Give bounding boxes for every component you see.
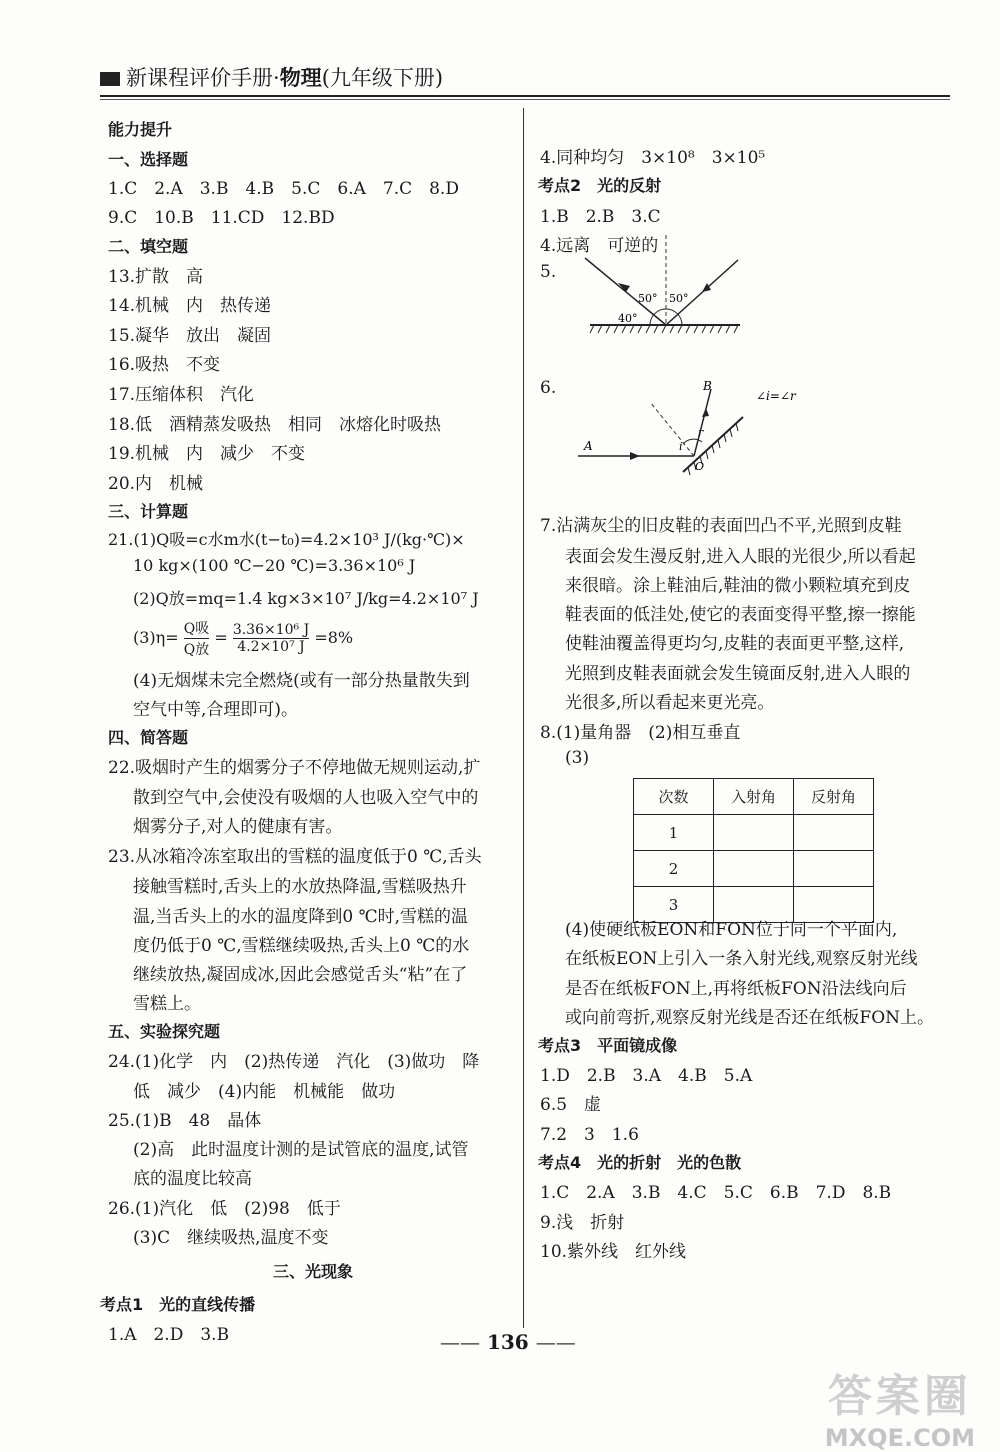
- point-label: O: [695, 460, 705, 473]
- reflected-arrow-icon: [702, 283, 711, 292]
- answer-line: 13.扩散 高: [108, 267, 204, 287]
- answer-line: 7.沾满灰尘的旧皮鞋的表面凹凸不平,光照到皮鞋: [540, 516, 902, 536]
- answer-line: (3)C 继续吸热,温度不变: [133, 1228, 329, 1248]
- answer-line: 在纸板EON上引入一条入射光线,观察反射光线: [565, 949, 918, 969]
- formula-result: =8%: [314, 628, 354, 647]
- reflection-diagram: [580, 230, 750, 340]
- watermark-logo: 答案圈: [827, 1371, 972, 1422]
- question-number: 5.: [540, 262, 557, 282]
- fraction-numerator: 3.36×10⁶ J: [232, 622, 310, 638]
- header-rule-thin: [100, 99, 950, 100]
- answer-line: 底的温度比较高: [133, 1169, 252, 1189]
- answer-line: 20.内 机械: [108, 474, 204, 494]
- heading-experiment: 五、实验探究题: [108, 1022, 221, 1041]
- angle-label: 40°: [618, 312, 638, 325]
- angle-label: 50°: [638, 292, 658, 305]
- answer-line: 或向前弯折,观察反射光线是否还在纸板FON上。: [565, 1008, 935, 1028]
- table-header-cell: 入射角: [714, 779, 794, 815]
- angle-label: r: [698, 426, 704, 439]
- angle-record-table: [633, 778, 874, 923]
- answer-line: 烟雾分子,对人的健康有害。: [133, 817, 343, 837]
- answer-line: 光照到皮鞋表面就会发生镜面反射,进入人眼的: [565, 664, 911, 684]
- answer-line: 14.机械 内 热传递: [108, 296, 272, 316]
- efficiency-formula: [133, 618, 353, 659]
- page-footer: [440, 1330, 576, 1354]
- table-cell: [794, 815, 874, 851]
- ray-label: A: [584, 439, 593, 453]
- mirror-reflection-diagram: [578, 372, 828, 482]
- ray-label: B: [703, 379, 712, 393]
- answer-line: 8.(1)量角器 (2)相互垂直: [540, 723, 741, 743]
- table-cell: [714, 887, 794, 923]
- fraction-denominator: 4.2×10⁷ J: [237, 639, 305, 655]
- answer-line: 10 kg×(100 ℃−20 ℃)=3.36×10⁶ J: [133, 556, 416, 575]
- angle-relation: ∠i=∠r: [756, 389, 796, 403]
- answer-line: (4)无烟煤未完全燃烧(或有一部分热量散失到: [133, 671, 470, 691]
- page-number: 136: [486, 1330, 529, 1354]
- topic-heading: 考点2 光的反射: [538, 176, 662, 195]
- answer-line: 温,当舌头上的水的温度降到0 ℃时,雪糕的温: [133, 907, 469, 927]
- header-title-prefix: 新课程评价手册·: [126, 66, 280, 90]
- answer-line: 9.浅 折射: [540, 1213, 625, 1233]
- table-header-cell: 次数: [634, 779, 714, 815]
- normal-line: [650, 402, 694, 456]
- answer-line: 4.同种均匀 3×10⁸ 3×10⁵: [540, 148, 766, 168]
- angle-label: 50°: [669, 292, 689, 305]
- chapter-title: 三、光现象: [273, 1262, 354, 1281]
- answer-line: 光很多,所以看起来更光亮。: [565, 693, 775, 713]
- answer-line: 7.2 3 1.6: [540, 1125, 639, 1145]
- column-divider: [523, 108, 524, 1328]
- table-cell: 1: [634, 815, 714, 851]
- table-row: [634, 887, 874, 923]
- answer-line: 空气中等,合理即可)。: [133, 700, 299, 720]
- heading-calc: 三、计算题: [108, 502, 189, 521]
- angle-arc: [683, 439, 702, 444]
- answer-line: 9.C 10.B 11.CD 12.BD: [108, 208, 335, 228]
- answer-line: 4.远离 可逆的: [540, 236, 659, 256]
- answer-line: (3): [565, 748, 590, 768]
- answer-line: (2)高 此时温度计测的是试管底的温度,试管: [133, 1140, 469, 1160]
- answer-line: 1.A 2.D 3.B: [108, 1325, 230, 1345]
- header-rule: [100, 95, 950, 97]
- answer-line: 10.紫外线 红外线: [540, 1242, 687, 1262]
- table-cell: [714, 815, 794, 851]
- table-cell: [794, 851, 874, 887]
- answer-line: 表面会发生漫反射,进入人眼的光很少,所以看起: [565, 547, 916, 567]
- header-subject: 物理: [279, 65, 322, 90]
- watermark-url: MXQE.COM: [824, 1424, 975, 1452]
- table-cell: [714, 851, 794, 887]
- angle-label: i: [679, 440, 683, 453]
- answer-line: 鞋表面的低洼处,使它的表面变得平整,擦一擦能: [565, 605, 916, 625]
- answer-line: 15.凝华 放出 凝固: [108, 326, 272, 346]
- watermark: [825, 1360, 975, 1452]
- question-number: 6.: [540, 378, 557, 398]
- answer-line: 是否在纸板FON上,再将纸板FON沿法线向后: [565, 979, 907, 999]
- answer-line: 使鞋油覆盖得更均匀,皮鞋的表面更平整,这样,: [565, 634, 905, 654]
- answer-line: 26.(1)汽化 低 (2)98 低于: [108, 1199, 341, 1219]
- section-title: 能力提升: [108, 120, 173, 139]
- formula-prefix: (3)η=: [133, 628, 179, 647]
- table-row: [634, 815, 874, 851]
- answer-line: 1.D 2.B 3.A 4.B 5.A: [540, 1066, 753, 1086]
- answer-line: 24.(1)化学 内 (2)热传递 汽化 (3)做功 降: [108, 1052, 480, 1072]
- fraction-numerator: Q吸: [184, 618, 209, 639]
- heading-fill: 二、填空题: [108, 237, 189, 256]
- answer-line: 16.吸热 不变: [108, 355, 221, 375]
- header-grade: (九年级下册): [321, 66, 444, 90]
- answer-line: 19.机械 内 减少 不变: [108, 444, 306, 464]
- reflected-ray: [694, 389, 711, 456]
- book-icon: [100, 72, 120, 86]
- topic-heading: 考点1 光的直线传播: [100, 1295, 256, 1314]
- formula-equals: =: [214, 628, 228, 647]
- table-header-cell: 反射角: [794, 779, 874, 815]
- answer-line: 25.(1)B 48 晶体: [108, 1111, 262, 1131]
- table-cell: 3: [634, 887, 714, 923]
- topic-heading: 考点3 平面镜成像: [538, 1036, 678, 1055]
- answer-line: 1.B 2.B 3.C: [540, 207, 661, 227]
- answer-line: 6.5 虚: [540, 1095, 602, 1115]
- answer-line: 22.吸烟时产生的烟雾分子不停地做无规则运动,扩: [108, 758, 481, 778]
- answer-line: 21.(1)Q吸=c水m水(t−t₀)=4.2×10³ J/(kg·℃)×: [108, 530, 465, 549]
- answer-line: 来很暗。涂上鞋油后,鞋油的微小颗粒填充到皮: [565, 576, 911, 596]
- fraction-denominator: Q放: [183, 642, 210, 658]
- table-row: [634, 851, 874, 887]
- answer-line: 接触雪糕时,舌头上的水放热降温,雪糕吸热升: [133, 877, 467, 897]
- heading-short: 四、简答题: [108, 728, 189, 747]
- mirror-hatching: [590, 325, 738, 333]
- answer-line: 雪糕上。: [133, 994, 201, 1014]
- footer-ornament-left: ——: [440, 1330, 480, 1354]
- answer-line: (4)使硬纸板EON和FON位于同一个平面内,: [565, 920, 898, 940]
- incident-arrow-icon: [630, 452, 640, 460]
- reflected-arrow-icon: [702, 408, 709, 417]
- heading-choice: 一、选择题: [108, 150, 189, 169]
- table-cell: 2: [634, 851, 714, 887]
- table-cell: [794, 887, 874, 923]
- answer-line: 散到空气中,会使没有吸烟的人也吸入空气中的: [133, 788, 479, 808]
- footer-ornament-right: ——: [535, 1330, 576, 1354]
- answer-line: 17.压缩体积 汽化: [108, 385, 255, 405]
- answer-line: 1.C 2.A 3.B 4.B 5.C 6.A 7.C 8.D: [108, 179, 459, 199]
- tilted-mirror: [683, 417, 743, 472]
- answer-line: (2)Q放=mq=1.4 kg×3×10⁷ J/kg=4.2×10⁷ J: [133, 589, 479, 608]
- topic-heading: 考点4 光的折射 光的色散: [538, 1153, 742, 1172]
- answer-line: 继续放热,凝固成冰,因此会感觉舌头“粘”在了: [133, 965, 468, 985]
- answer-line: 1.C 2.A 3.B 4.C 5.C 6.B 7.D 8.B: [540, 1183, 892, 1203]
- answer-line: 23.从冰箱冷冻室取出的雪糕的温度低于0 ℃,舌头: [108, 847, 482, 867]
- answer-line: 18.低 酒精蒸发吸热 相同 冰熔化时吸热: [108, 415, 442, 435]
- answer-line: 度仍低于0 ℃,雪糕继续吸热,舌头上0 ℃的水: [133, 936, 470, 956]
- running-header: [100, 62, 443, 92]
- table-header-row: [634, 779, 874, 815]
- answer-line: 低 减少 (4)内能 机械能 做功: [133, 1082, 396, 1102]
